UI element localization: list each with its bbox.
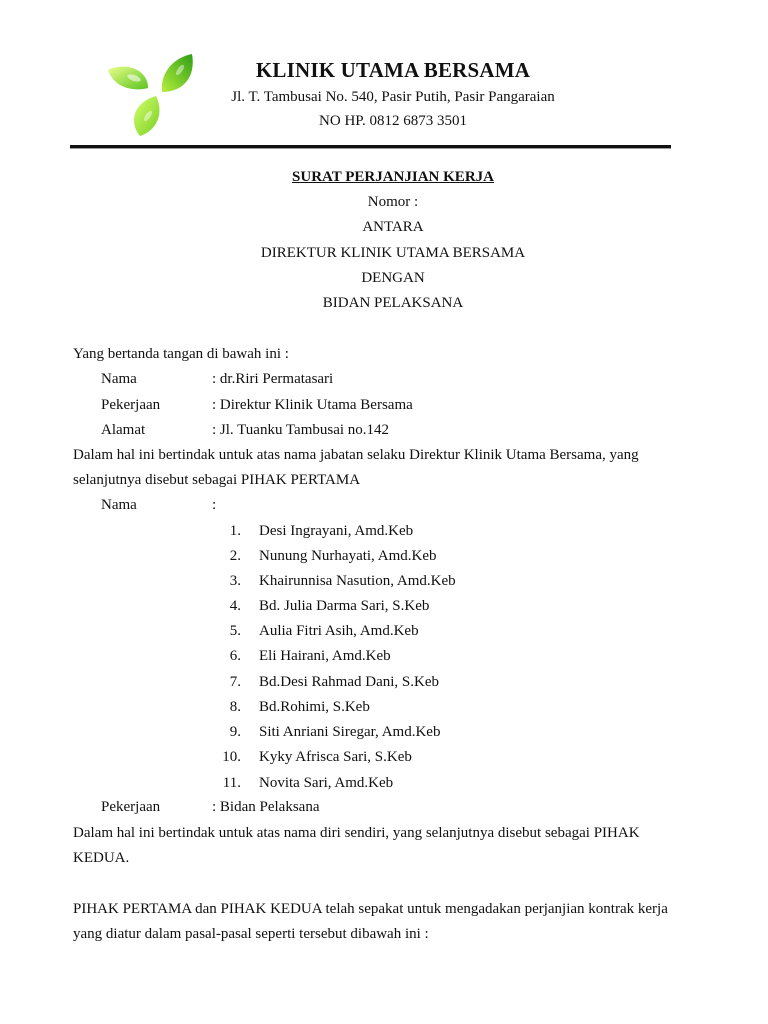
- list-item-number: 4.: [229, 598, 241, 614]
- list-item: Nunung Nurhayati, Amd.Keb: [259, 548, 437, 564]
- party-one-statement-line2: selanjutnya disebut sebagai PIHAK PERTAMA: [73, 472, 361, 488]
- list-item: Aulia Fitri Asih, Amd.Keb: [259, 623, 419, 639]
- party-two-statement-line2: KEDUA.: [73, 850, 130, 866]
- list-item: Desi Ingrayani, Amd.Keb: [259, 523, 414, 539]
- pekerjaan-value: : Direktur Klinik Utama Bersama: [212, 397, 413, 413]
- party-two-nama-colon: :: [212, 497, 217, 513]
- document-title: SURAT PERJANJIAN KERJA: [292, 169, 494, 185]
- clinic-phone: NO HP. 0812 6873 3501: [319, 113, 467, 129]
- list-item: Kyky Afrisca Sari, S.Keb: [259, 749, 412, 765]
- party-two-statement-line1: Dalam hal ini bertindak untuk atas nama diri sendiri, yang selanjutnya disebut sebagai PIHAK: [73, 825, 640, 841]
- intro-text: Yang bertanda tangan di bawah ini :: [73, 346, 289, 362]
- letterhead-divider: [70, 145, 671, 148]
- pekerjaan-label: Pekerjaan: [101, 397, 161, 413]
- list-item-number: 5.: [229, 623, 241, 639]
- party-two-title: BIDAN PELAKSANA: [322, 295, 464, 311]
- list-item-number: 10.: [222, 749, 241, 765]
- list-item: Novita Sari, Amd.Keb: [259, 775, 394, 791]
- party-two-pekerjaan-value: : Bidan Pelaksana: [212, 799, 320, 815]
- document-number: Nomor :: [367, 194, 419, 210]
- agreement-line1: PIHAK PERTAMA dan PIHAK KEDUA telah sepakat untuk mengadakan perjanjian kontrak kerja: [73, 901, 668, 917]
- party-one-statement-line1: Dalam hal ini bertindak untuk atas nama jabatan selaku Direktur Klinik Utama Bersama, yang: [73, 447, 639, 463]
- list-item-number: 1.: [229, 523, 241, 539]
- list-item-number: 8.: [229, 699, 241, 715]
- list-item-number: 2.: [229, 548, 241, 564]
- alamat-label: Alamat: [101, 422, 146, 438]
- list-item: Siti Anriani Siregar, Amd.Keb: [259, 724, 441, 740]
- list-item-number: 9.: [229, 724, 241, 740]
- party-one-title: DIREKTUR KLINIK UTAMA BERSAMA: [260, 245, 526, 261]
- list-item: Khairunnisa Nasution, Amd.Keb: [259, 573, 456, 589]
- nama-label: Nama: [101, 371, 137, 387]
- party-two-pekerjaan-label: Pekerjaan: [101, 799, 161, 815]
- list-item: Eli Hairani, Amd.Keb: [259, 648, 391, 664]
- list-item: Bd.Desi Rahmad Dani, S.Keb: [259, 674, 439, 690]
- list-item: Bd. Julia Darma Sari, S.Keb: [259, 598, 430, 614]
- party-two-nama-label: Nama: [101, 497, 137, 513]
- nama-value: : dr.Riri Permatasari: [212, 371, 334, 387]
- clinic-name: KLINIK UTAMA BERSAMA: [255, 58, 531, 82]
- dengan-text: DENGAN: [361, 270, 425, 286]
- clinic-address: Jl. T. Tambusai No. 540, Pasir Putih, Pasir Pangaraian: [231, 89, 555, 105]
- agreement-line2: yang diatur dalam pasal-pasal seperti tersebut dibawah ini :: [73, 926, 429, 942]
- list-item-number: 7.: [229, 674, 241, 690]
- list-item-number: 3.: [229, 573, 241, 589]
- list-item-number: 11.: [222, 775, 241, 791]
- list-item: Bd.Rohimi, S.Keb: [259, 699, 370, 715]
- alamat-value: : Jl. Tuanku Tambusai no.142: [212, 422, 390, 438]
- antara-text: ANTARA: [362, 219, 424, 235]
- list-item-number: 6.: [229, 648, 241, 664]
